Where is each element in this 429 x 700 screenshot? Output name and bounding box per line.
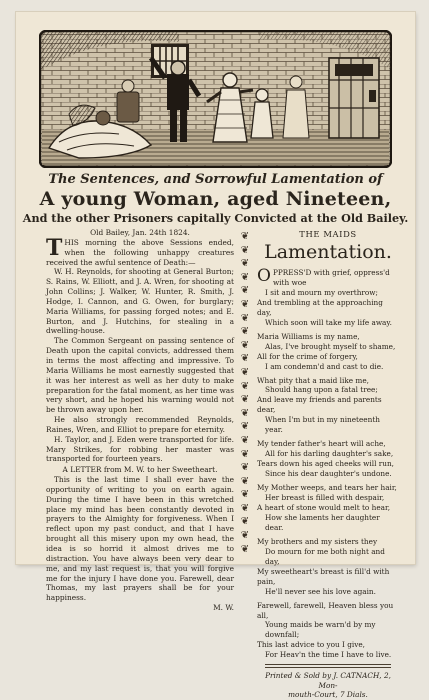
imprint-line-2: mouth-Court, 7 Dials. [288,690,368,700]
transportation-paragraph: H. Taylor, and J. Eden were transported for life. Mary Strikes, for robbing her master was transported for fourteen years. [46,434,234,464]
verse-line: My tender father's heart will ache, [257,439,386,449]
verse-line: Alas, I've brought myself to shame, [265,341,396,351]
drop-cap-t: T [46,234,63,261]
recommendation-paragraph: He also strongly recommended Reynolds, Raines, Wren, and Elliot to prepare for eternity. [46,415,234,434]
verse-line: Maria Williams is my name, [257,331,360,341]
verse-line: Should hang upon a fatal tree; [265,385,378,395]
divider-ornament: ❦ [240,421,250,433]
divider-ornament: ❦ [240,489,250,501]
dateline: Old Bailey, Jan. 24th 1824. [90,228,190,237]
stanza [257,483,399,533]
divider-ornament: ❦ [240,271,250,283]
verse-line: My brothers and my sisters they [257,536,378,546]
stanza [257,601,399,661]
divider-ornament: ❦ [240,543,250,555]
prison-cell-woodcut [39,30,392,168]
divider-ornament: ❦ [240,502,250,514]
letter-heading: A LETTER from M. W. to her Sweetheart. [62,465,218,475]
divider-ornament: ❦ [240,244,250,256]
stanza [257,332,399,372]
verse-line: Since his dear daughter's undone. [265,469,392,479]
verse-line: Which soon will take my life away. [265,317,392,327]
verse-line: My Mother weeps, and tears her hair, [257,483,397,493]
divider-ornament: ❦ [240,353,250,365]
verse-line: How she laments her daughter dear. [265,512,380,532]
divider-ornament: ❦ [240,312,250,324]
divider-ornament: ❦ [240,434,250,446]
song-label: THE MAIDS [299,229,357,239]
verse-line: OPPRESS'D with grief, oppress'd with woe [257,266,390,287]
divider-ornament: ❦ [240,339,250,351]
divider-ornament: ❦ [240,298,250,310]
stanza [257,376,399,436]
verse-line: Do mourn for me both night and day, [265,546,385,566]
opening-paragraph [46,234,234,268]
title-line-1: The Sentences, and Sorrowful Lamentation of [48,172,383,187]
letter-text: This is the last time I shall ever have the opportunity of writing to you on earth again. During the time I have been in this wretched place my mind has been constantly devoted in prayers to the Almighty for forgiveness. When I reflect upon my past conduct, and that I have brought all this misery upon my own head, the idea is so horrid it almost drives me to distraction. You have always been very dear to me, and my last request is, that you will forgive me for the injury I have done you. Farewell, dear Thomas, my last prayers shall be for your happiness. [46,475,234,603]
convicts-list: W. H. Reynolds, for shooting at General Burton; S. Rains, W. Elliott, and J. A. Wren, for shooting at John Collins; J. Walker, W. Hunter, R. Smith, J. Hodge, I. Cannon, and G. Owen, for burglary; Maria Williams, for passing forged notes; and E. Burton, and J. Hutchins, for stealing in a dwelling-house. [46,267,234,336]
verse-line: My sweetheart's breast is fill'd with pain, [257,566,390,586]
double-rule [265,664,391,668]
stanza [257,268,399,328]
verse-line: I am condemn'd and cast to die. [265,361,384,371]
verse-line: For Heav'n the time I have to live. [265,650,392,660]
divider-ornament: ❦ [240,380,250,392]
verse-line: A heart of stone would melt to hear, [257,502,391,512]
divider-ornament: ❦ [240,326,250,338]
verse-line: He'll never see his love again. [265,586,376,596]
woodcut-illustration [39,30,392,168]
verse-line: This last advice to you I give, [257,640,365,650]
verse-line: Young maids be warn'd by my downfall; [265,620,376,640]
ornamental-divider [239,230,251,560]
verse-line: Farewell, farewell, Heaven bless you all, [257,600,394,620]
imprint-line-1: Printed & Sold by J. CATNACH, 2, Mon- [265,671,391,690]
divider-ornament: ❦ [240,516,250,528]
verse-line: I sit and mourn my overthrow; [265,287,378,297]
sentence-paragraph: The Common Sergeant on passing sentence of Death upon the capital convicts, addressed them in terms the most affecting and impressive. To Maria Williams he most earnestly suggested that it was her interest as well as her duty to make preparation for the fatal moment, as her time was very short, and he hoped his warning would not be thrown away upon her. [46,336,234,415]
stanza [257,537,399,597]
verse-line: And leave my friends and parents dear, [257,395,382,415]
divider-ornament: ❦ [240,366,250,378]
divider-ornament: ❦ [240,407,250,419]
verse-line: Tears down his aged cheeks will run, [257,459,394,469]
verse-line: And trembling at the approaching day, [257,297,383,317]
divider-ornament: ❦ [240,231,250,242]
divider-ornament: ❦ [240,285,250,297]
title-line-2: A young Woman, aged Nineteen, [39,188,392,210]
stanza [257,439,399,479]
verse-line: All for the crime of forgery, [257,351,358,361]
divider-ornament: ❦ [240,258,250,270]
title-line-3: And the other Prisoners capitally Convicted at the Old Bailey. [22,211,409,225]
report-column [46,228,234,613]
song-title: Lamentation. [264,241,392,263]
broadside-sheet [16,12,415,700]
verse-line: All for his darling daughter's sake, [265,449,394,459]
divider-ornament: ❦ [240,448,250,460]
verse-line: What pity that a maid like me, [257,375,369,385]
drop-cap-o: O [257,266,271,286]
verse-line: When I'm but in my nineteenth year. [265,415,380,435]
letter-signature: M. W. [213,603,234,613]
divider-ornament: ❦ [240,475,250,487]
divider-ornament: ❦ [240,530,250,542]
song-stanzas [257,268,399,660]
divider-ornament: ❦ [240,394,250,406]
opening-text: HIS morning the above Sessions ended, when the following unhappy creatures received the awful sentence of Death:— [46,237,234,267]
song-column [257,229,399,700]
divider-ornament: ❦ [240,462,250,474]
verse-line: Her breast is filled with despair, [265,493,385,503]
